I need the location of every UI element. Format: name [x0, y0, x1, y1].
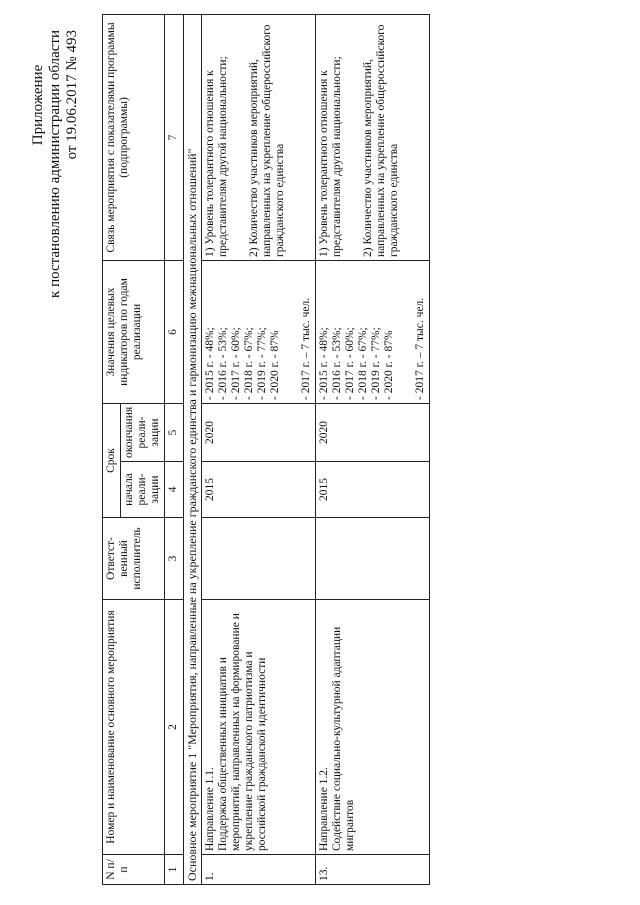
- column-number: 1: [165, 855, 184, 885]
- table-row: [202, 14, 316, 884]
- indicator-item: - 2015 г. - 48%;: [204, 327, 216, 400]
- program-link-2: 2) Количество участников мероприятий, направленных на укрепление общероссийского гражданского единства: [248, 24, 286, 257]
- activity-cell: [202, 600, 316, 855]
- indicator-item: - 2017 г. - 60%;: [230, 327, 242, 400]
- program-link-1: 1) Уровень толерантного отношения к представителям другой национальности;: [204, 56, 229, 257]
- indicator-item: - 2016 г. - 53%;: [331, 327, 343, 400]
- activity-name: Содействие социально-культурной адаптации мигрантов: [331, 626, 356, 851]
- responsible-cell: [202, 518, 316, 600]
- indicator-item: - 2019 г. - 77%;: [256, 327, 268, 400]
- indicator-item: - 2018 г. - 67%;: [357, 327, 369, 400]
- column-number: 5: [165, 403, 184, 461]
- appendix-title: Приложение: [30, 64, 46, 146]
- indicator-item: - 2020 г. - 87%: [383, 330, 395, 400]
- program-link-2: 2) Количество участников мероприятий, направленных на укрепление общероссийского гражданского единства: [362, 24, 400, 257]
- start-year: 2015: [316, 462, 430, 518]
- indicators-cell: [202, 260, 316, 403]
- indicator-item: - 2019 г. - 77%;: [370, 327, 382, 400]
- header-end: окончания реали-зации: [121, 403, 165, 461]
- activities-table: [102, 14, 430, 885]
- header-start: начала реали-зации: [121, 462, 165, 518]
- indicator-participants: - 2017 г. – 7 тыс. чел.: [414, 297, 426, 400]
- table-header-row: [103, 14, 121, 884]
- header-num: N п/п: [103, 855, 165, 885]
- activity-direction: Направление 1.2.: [318, 767, 330, 851]
- responsible-cell: [316, 518, 430, 600]
- section-title: Основное мероприятие 1 "Мероприятия, направленные на укрепление гражданского единства и гармонизацию межнациональных отношений": [184, 14, 202, 884]
- indicator-item: - 2015 г. - 48%;: [318, 327, 330, 400]
- program-link-1: 1) Уровень толерантного отношения к представителям другой национальности;: [318, 56, 343, 257]
- column-number: 3: [165, 518, 184, 600]
- indicator-item: - 2020 г. - 87%: [269, 330, 281, 400]
- program-link-cell: [202, 14, 316, 260]
- header-term: Срок: [103, 403, 121, 517]
- column-number: 2: [165, 600, 184, 855]
- start-year: 2015: [202, 462, 316, 518]
- activity-direction: Направление 1.1.: [204, 767, 216, 851]
- indicator-item: - 2017 г. - 60%;: [344, 327, 356, 400]
- row-number: 1.: [202, 855, 316, 885]
- end-year: 2020: [202, 403, 316, 461]
- column-number: 6: [165, 260, 184, 403]
- indicator-participants: - 2017 г. – 7 тыс. чел.: [300, 297, 312, 400]
- activity-cell: [316, 600, 430, 855]
- row-number: 13.: [316, 855, 430, 885]
- header-program-link: Связь мероприятия с показателями программы (подпрограммы): [103, 14, 165, 260]
- resolution-reference: к постановлению администрации области: [47, 30, 63, 298]
- header-indicators: Значения целевых индикаторов по годам реализации: [103, 260, 165, 403]
- indicator-item: - 2016 г. - 53%;: [217, 327, 229, 400]
- table-row: [316, 14, 430, 884]
- column-number: 7: [165, 14, 184, 260]
- end-year: 2020: [316, 403, 430, 461]
- indicator-item: - 2018 г. - 67%;: [243, 327, 255, 400]
- program-link-cell: [316, 14, 430, 260]
- resolution-date: от 19.06.2017 № 493: [64, 30, 80, 160]
- header-responsible: Ответст-венный исполнитель: [103, 518, 165, 600]
- activity-name: Поддержка общественных инициатив и мероприятий, направленных на формирование и укрепление гражданского патриотизма и российской гражданской идентичности: [217, 613, 268, 851]
- section-row: [184, 14, 202, 884]
- indicators-cell: [316, 260, 430, 403]
- column-number: 4: [165, 462, 184, 518]
- column-numbers-row: [165, 14, 184, 884]
- document-header: [30, 30, 81, 345]
- header-activity-name: Номер и наименование основного мероприятия: [103, 600, 165, 855]
